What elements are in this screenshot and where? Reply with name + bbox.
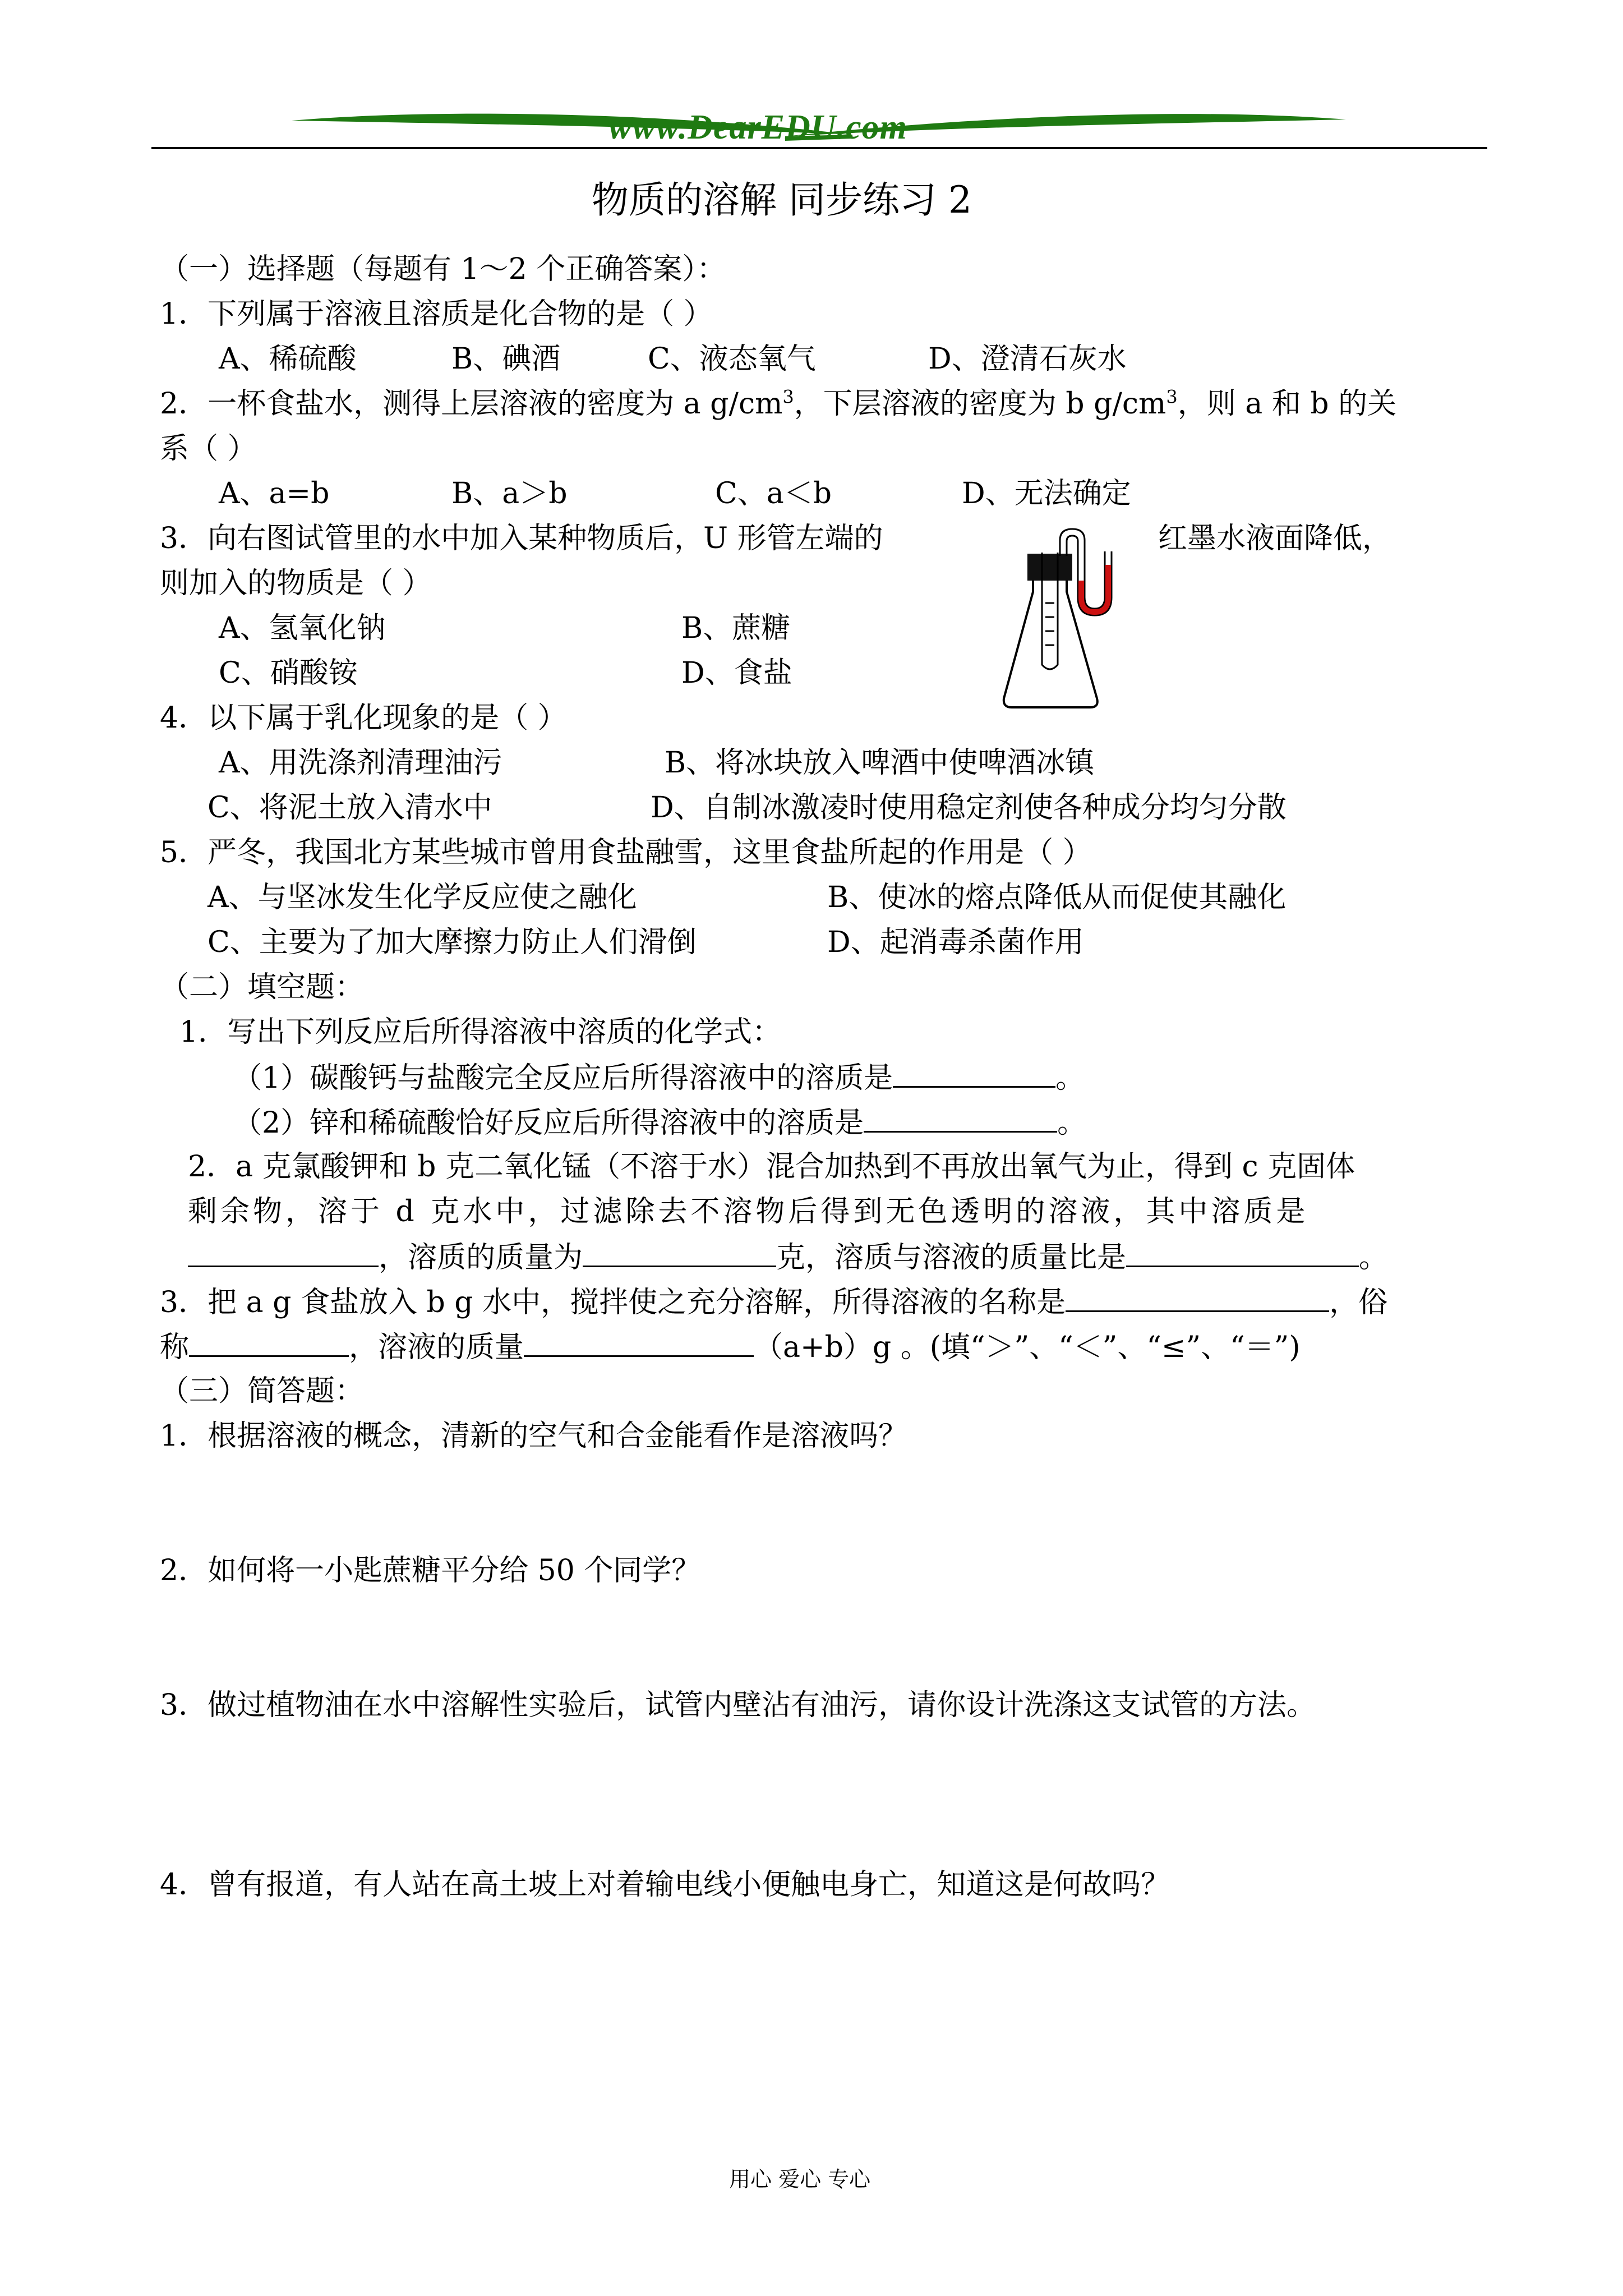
s2-q3-line2-c: （a+b）g 。(填“＞”、“＜”、“≤”、“＝”) (754, 1331, 1301, 1364)
q1-option-c: C、液态氧气 (648, 342, 816, 376)
s2-q1-part1 (233, 1057, 1085, 1098)
answer-blank[interactable] (893, 1057, 1055, 1088)
q1-option-b: B、碘酒 (451, 342, 561, 376)
q4-option-c: C、将泥土放入清水中 (208, 791, 492, 825)
s2-q2-line1: 2．a 克氯酸钾和 b 克二氧化锰（不溶于水）混合加热到不再放出氧气为止，得到 c 克固体 (188, 1150, 1355, 1184)
s2-q1-stem: 1．写出下列反应后所得溶液中溶质的化学式： (179, 1015, 782, 1049)
section3-heading: （三）简答题： (160, 1374, 365, 1408)
period: 。 (1057, 1106, 1087, 1140)
answer-blank[interactable] (583, 1236, 776, 1267)
s2-q3-line1 (160, 1281, 1387, 1323)
q2-option-a: A、a=b (219, 477, 330, 510)
answer-blank[interactable] (189, 1326, 349, 1357)
q3-option-a: A、氢氧化钠 (219, 611, 386, 645)
q5-option-a: A、与坚冰发生化学反应使之融化 (208, 881, 637, 914)
q2-stem-part1: 2．一杯食盐水，测得上层溶液的密度为 a g/cm (160, 387, 783, 421)
s3-q2: 2．如何将一小匙蔗糖平分给 50 个同学？ (160, 1554, 701, 1588)
answer-blank[interactable] (188, 1236, 379, 1267)
section2-heading: （二）填空题： (160, 970, 365, 1004)
s2-q2-line3-b: 克，溶质与溶液的质量比是 (776, 1241, 1127, 1274)
rubber-stopper (1027, 554, 1072, 581)
q2-option-d: D、无法确定 (962, 477, 1131, 510)
header-divider (151, 147, 1487, 149)
brand-logo-text[interactable]: www.DearEDU.com (608, 108, 907, 146)
q2-option-c: C、a＜b (715, 477, 832, 510)
s3-q4: 4．曾有报道，有人站在高土坡上对着输电线小便触电身亡，知道这是何故吗？ (160, 1868, 1170, 1902)
q4-option-a: A、用洗涤剂清理油污 (219, 746, 502, 780)
s2-q2-line2: 剩余物，溶于 d 克水中，过滤除去不溶物后得到无色透明的溶液，其中溶质是 (188, 1195, 1309, 1228)
s2-q2-line3-a: ，溶质的质量为 (379, 1241, 583, 1274)
q2-stem-line2: 系（ ） (160, 432, 257, 466)
s2-q1-part2-text: （2）锌和稀硫酸恰好反应后所得溶液中的溶质是 (233, 1106, 864, 1140)
q4-option-b: B、将冰块放入啤酒中使啤酒冰镇 (665, 746, 1095, 780)
flask-u-tube-figure (993, 524, 1138, 715)
q5-option-d: D、起消毒杀菌作用 (827, 926, 1084, 959)
q2-sup2: 3 (1166, 386, 1178, 408)
period: 。 (1055, 1061, 1085, 1095)
s3-q1: 1．根据溶液的概念，清新的空气和合金能看作是溶液吗？ (160, 1419, 908, 1453)
q5-option-b: B、使冰的熔点降低从而促使其融化 (827, 881, 1287, 914)
s3-q3: 3．做过植物油在水中溶解性实验后，试管内壁沾有油污，请你设计洗涤这支试管的方法。 (160, 1688, 1316, 1722)
s2-q1-part1-text: （1）碳酸钙与盐酸完全反应后所得溶液中的溶质是 (233, 1061, 893, 1095)
q2-stem-part2: ，下层溶液的密度为 b g/cm (794, 387, 1166, 421)
s2-q3-line1-text: 3．把 a g 食盐放入 b g 水中，搅拌使之充分溶解，所得溶液的名称是 (160, 1286, 1066, 1319)
answer-blank[interactable] (1126, 1236, 1359, 1267)
answer-blank[interactable] (1066, 1281, 1329, 1312)
s2-q2-line3 (188, 1236, 1388, 1278)
q3-stem-left: 3．向右图试管里的水中加入某种物质后，U 形管左端的 (160, 522, 883, 555)
q2-stem (160, 384, 1396, 424)
q3-option-d: D、食盐 (681, 656, 792, 690)
q2-option-b: B、a＞b (451, 477, 568, 510)
s2-q3-line2-a: 称 (160, 1331, 190, 1364)
q3-option-b: B、蔗糖 (681, 611, 791, 645)
q5-option-c: C、主要为了加大摩擦力防止人们滑倒 (208, 926, 697, 959)
q3-stem-right: 红墨水液面降低， (1158, 522, 1392, 555)
answer-blank[interactable] (524, 1326, 754, 1357)
q1-stem: 1．下列属于溶液且溶质是化合物的是（ ） (160, 297, 713, 331)
q2-sup1: 3 (782, 386, 794, 408)
s2-q3-line2 (160, 1326, 1301, 1368)
q1-option-a: A、稀硫酸 (219, 342, 357, 376)
q1-option-d: D、澄清石灰水 (928, 342, 1127, 376)
q5-stem: 5．严冬，我国北方某些城市曾用食盐融雪，这里食盐所起的作用是（ ） (160, 836, 1092, 869)
q2-stem-part3: ，则 a 和 b 的关 (1177, 387, 1397, 421)
page-title: 物质的溶解 同步练习 2 (592, 178, 972, 222)
s2-q3-line1-end: ，俗 (1329, 1286, 1388, 1319)
answer-blank[interactable] (864, 1102, 1057, 1133)
q4-stem: 4．以下属于乳化现象的是（ ） (160, 701, 567, 735)
s2-q3-line2-b: ，溶液的质量 (349, 1331, 524, 1364)
q3-stem-line2: 则加入的物质是（ ） (160, 567, 432, 600)
q3-option-c: C、硝酸铵 (219, 656, 358, 690)
page-footer: 用心 爱心 专心 (729, 2167, 871, 2192)
q4-option-d: D、自制冰激凌时使用稳定剂使各种成分均匀分散 (651, 791, 1287, 825)
s2-q2-line3-end: 。 (1359, 1241, 1389, 1274)
s2-q1-part2 (233, 1102, 1086, 1143)
section1-heading: （一）选择题（每题有 1～2 个正确答案）： (160, 252, 726, 286)
